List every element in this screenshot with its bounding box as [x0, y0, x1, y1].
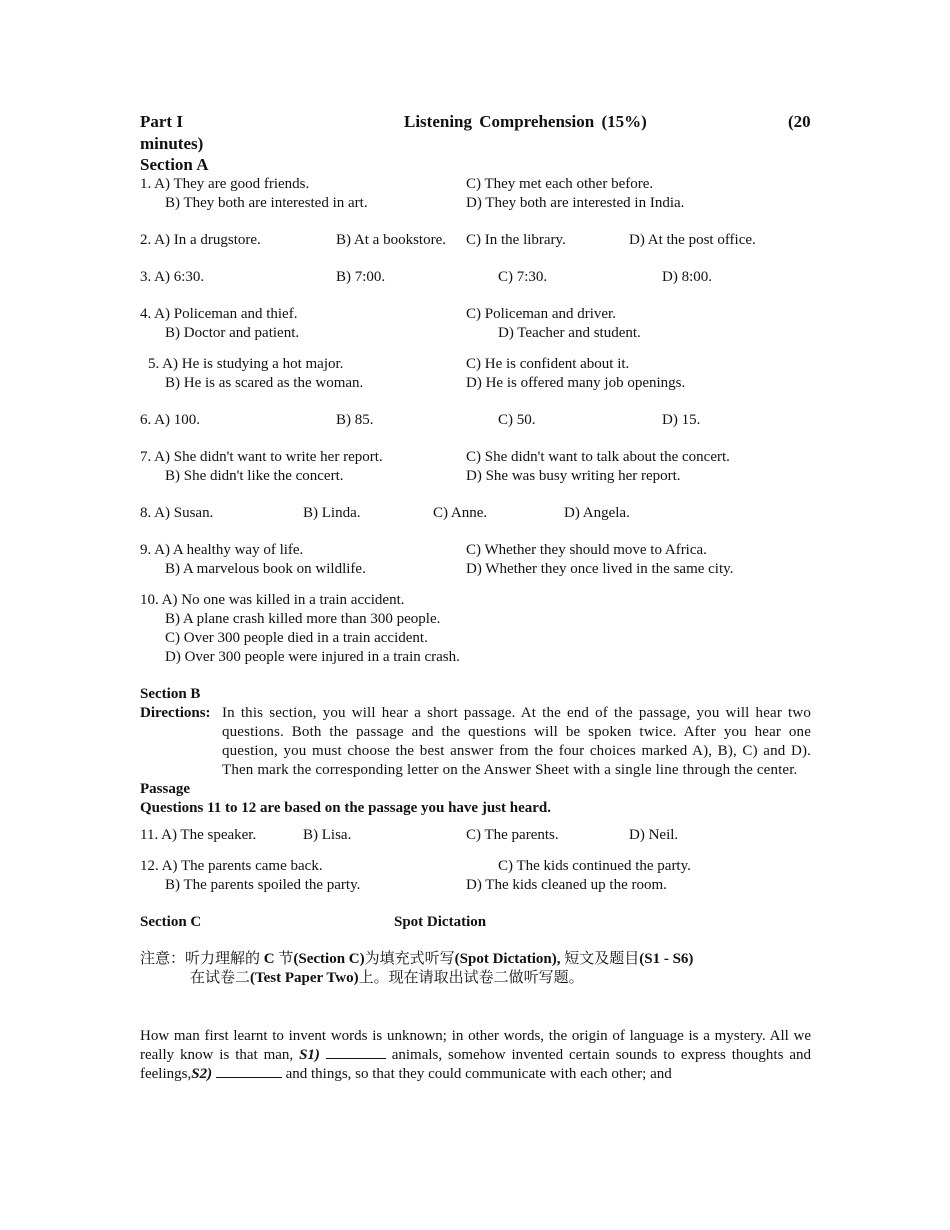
question-4: [140, 305, 811, 324]
option: C) He is confident about it.: [466, 356, 630, 372]
option: D) Whether they once lived in the same city.: [466, 561, 734, 577]
option: B) At a bookstore.: [336, 232, 446, 248]
option: B) The parents spoiled the party.: [165, 877, 361, 893]
question-2: [140, 231, 811, 250]
blank-s1[interactable]: [326, 1046, 386, 1059]
option: B) A marvelous book on wildlife.: [165, 561, 366, 577]
directions-text: In this section, you will hear a short passage. At the end of the passage, you will hear two questions. Both the passage and the questions will be spoken twice. After you hear one question, you must choose the best answer from the four choices marked A), B), C) and D). Then mark the corresponding letter on the Answer Sheet with a single line through the center.: [222, 705, 811, 778]
question-10: [140, 591, 811, 610]
option: C) They met each other before.: [466, 176, 654, 192]
question-7: [140, 448, 811, 467]
option: C) Anne.: [433, 505, 488, 521]
directions: [140, 704, 811, 780]
option: B) Doctor and patient.: [165, 325, 300, 341]
option: D) 15.: [662, 412, 701, 428]
option: 11. A) The speaker.: [140, 827, 257, 843]
option: D) Angela.: [564, 505, 630, 521]
option: B) 7:00.: [336, 269, 386, 285]
directions-label: Directions:: [140, 705, 211, 721]
option: C) In the library.: [466, 232, 566, 248]
time-close: minutes): [140, 134, 204, 153]
option: D) The kids cleaned up the room.: [466, 877, 667, 893]
blank-s2-label: S2): [191, 1066, 213, 1082]
question-9-line2: [140, 560, 811, 579]
question-3: [140, 268, 811, 287]
question-12-line2: [140, 876, 811, 895]
question-4-line2: [140, 324, 811, 343]
question-5-line2: [140, 374, 811, 393]
option: B) He is as scared as the woman.: [165, 375, 364, 391]
option: D) At the post office.: [629, 232, 756, 248]
option: C) Policeman and driver.: [466, 306, 616, 322]
option: 4. A) Policeman and thief.: [140, 306, 298, 322]
question-10-line3: [140, 629, 811, 648]
option: D) Teacher and student.: [498, 325, 641, 341]
option: 9. A) A healthy way of life.: [140, 542, 304, 558]
option: B) Lisa.: [303, 827, 352, 843]
part-label: Part I: [140, 112, 183, 131]
option: D) She was busy writing her report.: [466, 468, 681, 484]
dictation-passage: How man first learnt to invent words is unknown; in other words, the origin of language is a mystery. All we really know is that man, S1) animals, somehow invented certain sounds to express thoughts and feelings,S2) and things, so that they could communicate with each other; and: [140, 1028, 811, 1082]
option: C) She didn't want to talk about the concert.: [466, 449, 730, 465]
question-9: [140, 541, 811, 560]
option: C) 50.: [498, 412, 536, 428]
question-10-line4: [140, 648, 811, 667]
section-a-heading: Section A: [140, 155, 209, 174]
section-c-heading: Section C Spot Dictation: [140, 914, 487, 930]
section-c-subheading: Spot Dictation: [394, 914, 487, 930]
option: C) The kids continued the party.: [498, 858, 691, 874]
option: 3. A) 6:30.: [140, 269, 205, 285]
time-open: (20: [788, 112, 811, 131]
option: B) She didn't like the concert.: [165, 468, 344, 484]
question-10-line2: [140, 610, 811, 629]
part-header: [140, 112, 811, 134]
option: C) The parents.: [466, 827, 559, 843]
option: B) They both are interested in art.: [165, 195, 368, 211]
question-7-line2: [140, 467, 811, 486]
dictation-note: 注意：听力理解的 C 节(Section C)为填充式听写(Spot Dictation), 短文及题目(S1 - S6) 在试卷二(Test Paper Two)上。现在请取出试卷二做听写题。: [140, 951, 694, 986]
question-1-line2: [140, 194, 811, 213]
option: B) Linda.: [303, 505, 361, 521]
option: 8. A) Susan.: [140, 505, 214, 521]
option: D) Over 300 people were injured in a train crash.: [165, 649, 460, 665]
question-8: [140, 504, 811, 523]
option: D) Neil.: [629, 827, 679, 843]
option: 12. A) The parents came back.: [140, 858, 323, 874]
part-title: Listening Comprehension (15%): [404, 112, 647, 131]
option: D) They both are interested in India.: [466, 195, 685, 211]
exam-page: [140, 112, 811, 1084]
passage-label: Passage: [140, 781, 190, 797]
option: D) 8:00.: [662, 269, 712, 285]
question-12: [140, 857, 811, 876]
option: 5. A) He is studying a hot major.: [148, 356, 344, 372]
option: 2. A) In a drugstore.: [140, 232, 261, 248]
option: 7. A) She didn't want to write her report.: [140, 449, 383, 465]
section-b-heading: Section B: [140, 686, 201, 702]
blank-s2[interactable]: [216, 1065, 282, 1078]
option: D) He is offered many job openings.: [466, 375, 686, 391]
option: B) A plane crash killed more than 300 people.: [165, 611, 441, 627]
question-11: [140, 826, 811, 845]
option: C) Whether they should move to Africa.: [466, 542, 707, 558]
question-5: [140, 355, 811, 374]
question-1: [140, 175, 811, 194]
blank-s1-label: S1): [299, 1047, 320, 1063]
time-line: [140, 134, 811, 155]
option: 6. A) 100.: [140, 412, 200, 428]
option: B) 85.: [336, 412, 374, 428]
option: 10. A) No one was killed in a train accident.: [140, 592, 405, 608]
option: C) Over 300 people died in a train accident.: [165, 630, 428, 646]
option: C) 7:30.: [498, 269, 548, 285]
questions-note: Questions 11 to 12 are based on the passage you have just heard.: [140, 800, 552, 816]
option: 1. A) They are good friends.: [140, 176, 310, 192]
question-6: [140, 411, 811, 430]
